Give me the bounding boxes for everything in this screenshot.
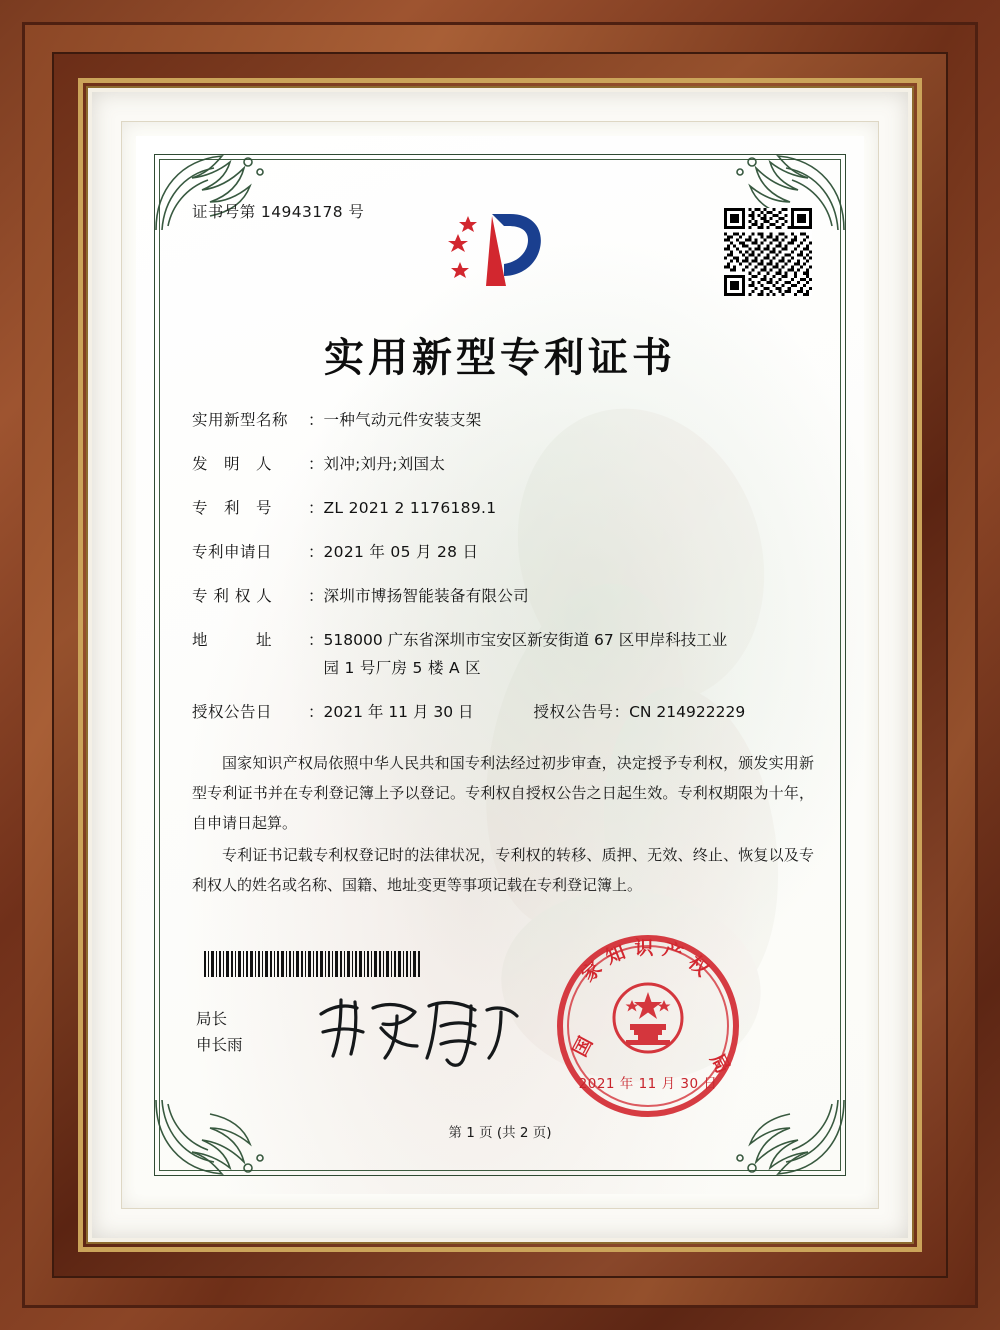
field-label-inventor: 发 明 人 — [192, 455, 273, 473]
legal-paragraph-1: 国家知识产权局依照中华人民共和国专利法经过初步审查，决定授予专利权，颁发实用新型专利证书并在专利登记簿上予以登记。专利权自授权公告之日起生效。专利权期限为十年，自申请日起算。 — [192, 754, 814, 832]
field-row-application-date — [192, 540, 812, 562]
seal-date: 2021 年 11 月 30 日 — [578, 1076, 718, 1092]
field-value-patentee: 深圳市博扬智能装备有限公司 — [323, 587, 529, 605]
field-colon: ： — [613, 703, 630, 721]
grant-number-group — [534, 700, 746, 722]
field-label-address: 地 址 — [192, 631, 273, 649]
signature-block — [196, 1006, 243, 1058]
field-row-patent-number — [192, 496, 812, 518]
legal-paragraph-2: 专利证书记载专利权登记时的法律状况，专利权的转移、质押、无效、终止、恢复以及专利权人的姓名或名称、国籍、地址变更等事项记载在专利登记簿上。 — [192, 846, 814, 894]
page-indicator: 第 1 页 (共 2 页) — [448, 1125, 552, 1141]
field-label-patent-number: 专 利 号 — [192, 499, 273, 517]
page-title: 实用新型专利证书 — [324, 335, 676, 381]
qr-code-icon — [724, 208, 812, 296]
field-label-application-date: 专利申请日 — [192, 543, 273, 561]
certificate-number: 证书号第 14943178 号 — [192, 203, 365, 221]
field-value-inventor: 刘冲;刘丹;刘国太 — [323, 455, 446, 473]
field-value-address — [324, 628, 812, 678]
field-value-application-date: 2021 年 05 月 28 日 — [323, 543, 479, 561]
field-colon: ： — [308, 587, 324, 605]
field-value-invention-name: 一种气动元件安装支架 — [323, 411, 482, 429]
field-label-invention-name: 实用新型名称 — [192, 411, 289, 429]
field-label-grant-date: 授权公告日 — [192, 703, 273, 721]
signatory-role: 局长 — [196, 1010, 228, 1028]
field-label-patentee: 专 利 权 人 — [192, 587, 273, 605]
field-colon: ： — [308, 455, 324, 473]
address-line-1: 518000 广东省深圳市宝安区新安街道 67 区甲岸科技工业 — [323, 631, 728, 649]
field-row-address — [192, 628, 812, 678]
official-seal — [548, 926, 748, 1126]
field-colon: ： — [308, 703, 324, 721]
field-row-inventor — [192, 452, 812, 474]
field-colon: ： — [308, 543, 324, 561]
svg-text:局: 局 — [705, 1050, 734, 1078]
handwritten-signature — [311, 988, 531, 1068]
signatory-name: 申长雨 — [196, 1036, 243, 1054]
field-row-grant — [192, 700, 812, 722]
field-value-grant-number: CN 214922229 — [629, 703, 746, 721]
field-value-patent-number: ZL 2021 2 1176189.1 — [323, 499, 497, 517]
svg-text:国: 国 — [568, 1033, 598, 1061]
legal-body-text — [192, 748, 814, 902]
field-colon: ： — [308, 631, 324, 649]
address-line-2: 园 1 号厂房 5 楼 A 区 — [323, 659, 481, 677]
field-colon: ： — [308, 411, 324, 429]
barcode — [204, 951, 424, 977]
field-label-grant-number: 授权公告号 — [533, 703, 614, 721]
certificate-content — [136, 136, 864, 1194]
field-value-grant-date: 2021 年 11 月 30 日 — [323, 703, 474, 721]
cnipa-logo-icon — [448, 204, 556, 296]
certificate-fields — [192, 408, 812, 732]
field-row-invention-name — [192, 408, 812, 430]
svg-text:家知识产权: 家知识产权 — [577, 937, 719, 987]
certificate-document — [136, 136, 864, 1194]
field-row-patentee — [192, 584, 812, 606]
field-colon: ： — [308, 499, 324, 517]
